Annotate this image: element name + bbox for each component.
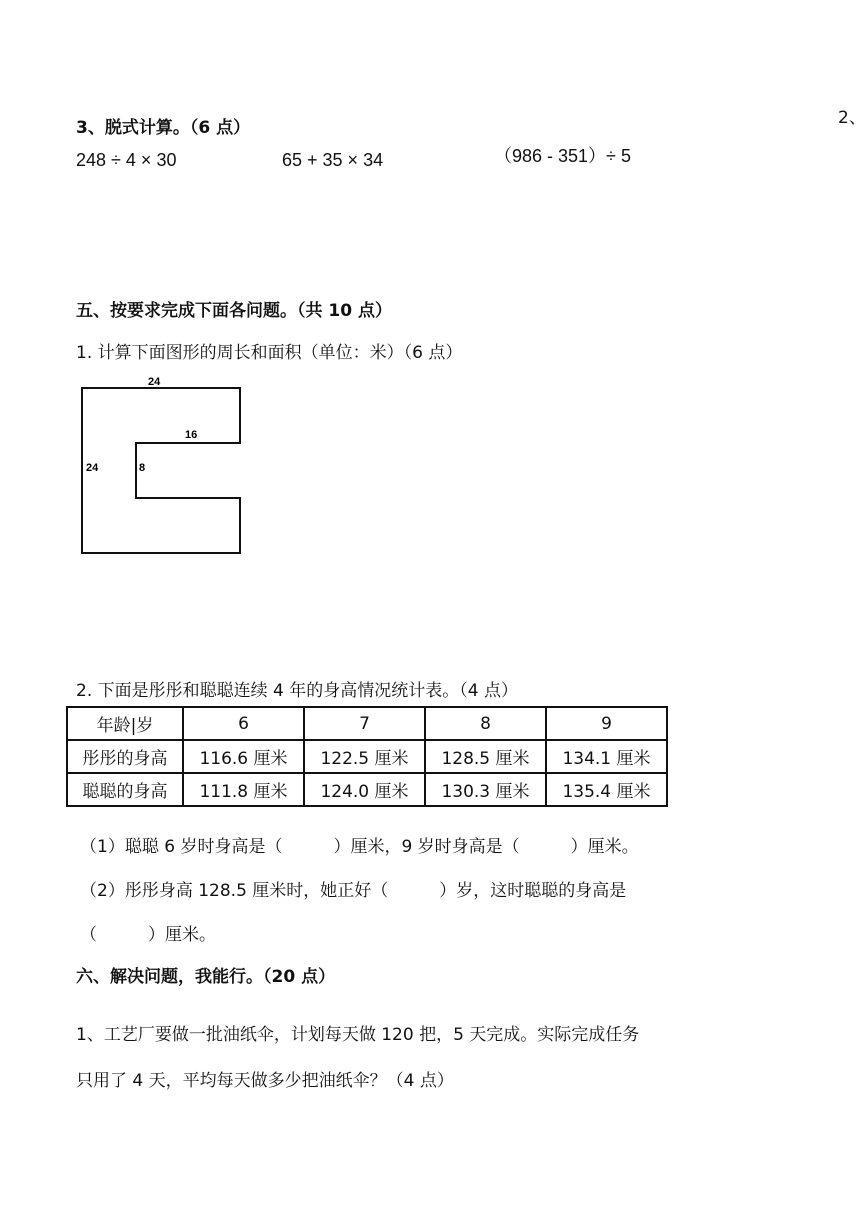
- section-5-title: 五、按要求完成下面各问题。（共 10 点）: [76, 301, 392, 321]
- table-cell: 134.1 厘米: [546, 740, 667, 773]
- height-statistics-table: [66, 706, 668, 807]
- section-6-q1-line-1: 1、工艺厂要做一批油纸伞，计划每天做 120 把，5 天完成。实际完成任务: [76, 1025, 640, 1045]
- table-cell: 128.5 厘米: [425, 740, 546, 773]
- section-5-q2-title: 2. 下面是彤彤和聪聪连续 4 年的身高情况统计表。（4 点）: [76, 681, 518, 701]
- sub-question-2: （2）彤彤身高 128.5 厘米时，她正好（ ）岁，这时聪聪的身高是: [80, 881, 627, 901]
- table-header-cell: 年龄|岁: [67, 707, 183, 740]
- table-header-cell: 8: [425, 707, 546, 740]
- expression-2: 65 + 35 × 34: [282, 150, 384, 170]
- table-cell: 124.0 厘米: [304, 773, 425, 806]
- table-header-cell: 7: [304, 707, 425, 740]
- table-header-cell: 9: [546, 707, 667, 740]
- margin-mark: 2、: [838, 108, 866, 128]
- table-cell: 聪聪的身高: [67, 773, 183, 806]
- c-shape-figure: [70, 370, 260, 565]
- table-row: [67, 773, 667, 806]
- table-cell: 彤彤的身高: [67, 740, 183, 773]
- section-6-title: 六、解决问题，我能行。（20 点）: [76, 967, 336, 987]
- c-shape-outline: [82, 388, 240, 553]
- label-inner-top-length: 16: [185, 429, 198, 441]
- label-left-length: 24: [86, 462, 99, 474]
- expression-1: 248 ÷ 4 × 30: [76, 150, 177, 170]
- expression-3: （986 - 351）÷ 5: [494, 146, 631, 166]
- q3-title: 3、脱式计算。（6 点）: [76, 118, 251, 138]
- table-cell: 135.4 厘米: [546, 773, 667, 806]
- table-cell: 111.8 厘米: [183, 773, 304, 806]
- table-header-cell: 6: [183, 707, 304, 740]
- table-row: [67, 740, 667, 773]
- section-5-q1-title: 1. 计算下面图形的周长和面积（单位：米）（6 点）: [76, 343, 463, 363]
- table-header-row: [67, 707, 667, 740]
- label-inner-left-length: 8: [139, 462, 146, 474]
- table-cell: 130.3 厘米: [425, 773, 546, 806]
- sub-question-2-continued: （ ）厘米。: [80, 925, 216, 945]
- table-cell: 116.6 厘米: [183, 740, 304, 773]
- sub-question-1: （1）聪聪 6 岁时身高是（ ）厘米，9 岁时身高是（ ）厘米。: [80, 837, 639, 857]
- table-cell: 122.5 厘米: [304, 740, 425, 773]
- section-6-q1-line-2: 只用了 4 天，平均每天做多少把油纸伞？（4 点）: [76, 1071, 454, 1091]
- label-top-length: 24: [148, 376, 161, 388]
